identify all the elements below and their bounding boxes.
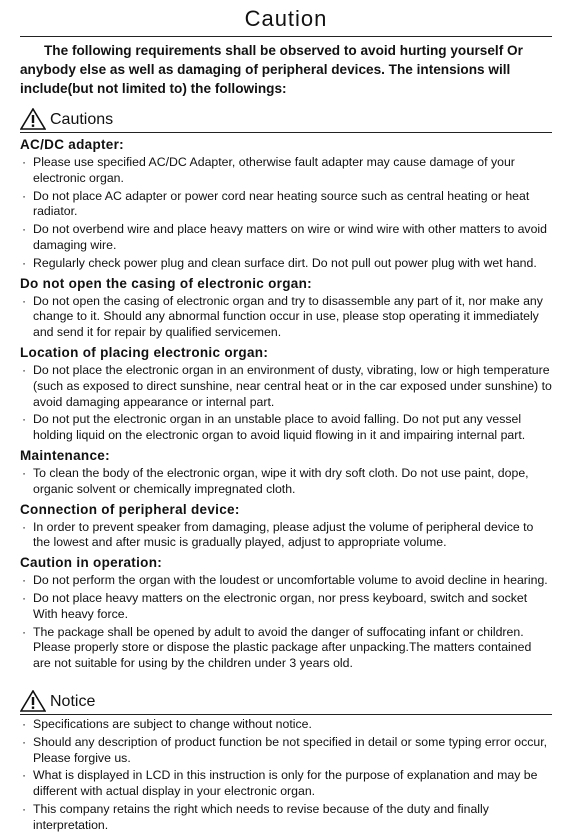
bullet-icon: · [22, 519, 27, 534]
list-item-text: Do not perform the organ with the loudest or uncomfortable volume to avoid decline in hearing. [33, 573, 548, 588]
notice-item-text: Should any description of product function be not specified in detail or some typing error occur, Please forgive us. [33, 734, 548, 765]
list-item [20, 625, 552, 672]
list-item-text: Do not overbend wire and place heavy matters on wire or wind wire with other matters to avoid damaging wire. [33, 222, 547, 252]
list-item-text: Regularly check power plug and clean surface dirt. Do not pull out power plug with wet hand. [33, 255, 537, 270]
manual-page [20, 4, 552, 834]
section-title: Caution in operation: [20, 555, 163, 571]
title-divider [20, 36, 552, 37]
list-item [20, 294, 552, 341]
list-item-text: Please use specified AC/DC Adapter, otherwise fault adapter may cause damage of your electronic organ. [33, 155, 515, 185]
cautions-heading [20, 102, 552, 130]
bullet-icon: · [22, 734, 27, 749]
bullet-icon: · [22, 590, 27, 605]
list-item-text: To clean the body of the electronic organ, wipe it with dry soft cloth. Do not use paint, dope, organic solvent or chemically impregnated cloth. [33, 465, 529, 496]
notice-item-text: What is displayed in LCD in this instruction is only for the purpose of explanation and may be different with actual display in your electronic organ. [33, 768, 538, 799]
list-item [20, 189, 552, 221]
list-item [20, 256, 552, 272]
list-item [20, 591, 552, 623]
bullet-icon: · [22, 362, 27, 377]
list-item [20, 466, 552, 498]
bullet-icon: · [22, 624, 27, 639]
warning-triangle-icon [20, 108, 46, 130]
bullet-icon: · [22, 716, 27, 731]
notice-item-text: This company retains the right which needs to revise because of the duty and finally interpretation. [33, 801, 489, 832]
bullet-icon: · [22, 255, 27, 270]
section-title: Maintenance: [20, 447, 110, 463]
notice-item [20, 717, 552, 733]
warning-triangle-icon [20, 690, 46, 712]
caution-sections [20, 136, 552, 672]
bullet-icon: · [22, 293, 27, 308]
section-title: AC/DC adapter: [20, 137, 124, 152]
page-title: Caution [244, 6, 328, 31]
cautions-heading-label: Cautions [50, 111, 114, 128]
section-title: Do not open the casing of electronic organ: [20, 275, 312, 291]
list-item-text: Do not put the electronic organ in an unstable place to avoid falling. Do not put any vessel holding liquid on the electronic organ to avoid liquid flowing in it and impairing internal part. [33, 412, 526, 443]
notice-item [20, 802, 552, 834]
cautions-divider [20, 132, 552, 133]
section-title: Location of placing electronic organ: [20, 344, 269, 360]
list-item [20, 520, 552, 552]
bullet-icon: · [22, 768, 27, 783]
bullet-icon: · [22, 573, 27, 588]
notice-item [20, 735, 552, 767]
bullet-icon: · [22, 801, 27, 816]
notice-list [20, 717, 552, 834]
notice-heading-label: Notice [50, 692, 96, 710]
list-item-text: Do not open the casing of electronic organ and try to disassemble any part of it, nor make any change to it. Should any abnormal function occur in use, please stop operating it immediately and send it for repair by qualified servicemen. [33, 293, 543, 340]
list-item-text: Do not place heavy matters on the electronic organ, nor press keyboard, switch and socket With heavy force. [33, 590, 528, 621]
notice-item [20, 768, 552, 800]
bullet-icon: · [22, 222, 27, 237]
list-item-text: The package shall be opened by adult to avoid the danger of suffocating infant or children. Please properly store or dispose the plastic package after unpacking.The matters contained are not suitable for using by the children under 3 years old. [33, 624, 532, 671]
list-item [20, 155, 552, 187]
bullet-icon: · [22, 188, 27, 203]
list-item [20, 412, 552, 444]
intro-paragraph: The following requirements shall be observed to avoid hurting yourself Or anybody else as well as damaging of peripheral devices. The intensions will include(but not limited to) the followings: [20, 43, 523, 96]
bullet-icon: · [22, 465, 27, 480]
list-item-text: In order to prevent speaker from damaging, please adjust the volume of peripheral device to the lowest and after music is gradually played, adjust to appropriate volume. [33, 519, 534, 550]
bullet-icon: · [22, 155, 27, 169]
list-item [20, 573, 552, 589]
list-item-text: Do not place AC adapter or power cord near heating source such as central heating or heat radiator. [33, 188, 530, 219]
section-title: Connection of peripheral device: [20, 501, 240, 517]
list-item [20, 363, 552, 410]
bullet-icon: · [22, 412, 27, 427]
list-item [20, 222, 552, 254]
notice-item-text: Specifications are subject to change without notice. [33, 716, 312, 731]
notice-heading [20, 684, 552, 712]
list-item-text: Do not place the electronic organ in an environment of dusty, vibrating, low or high temperature (such as exposed to direct sunshine, near central heat or in the car exposed under sunshine) to avoid damaging appearance or internal part. [33, 362, 552, 409]
notice-divider [20, 714, 552, 715]
